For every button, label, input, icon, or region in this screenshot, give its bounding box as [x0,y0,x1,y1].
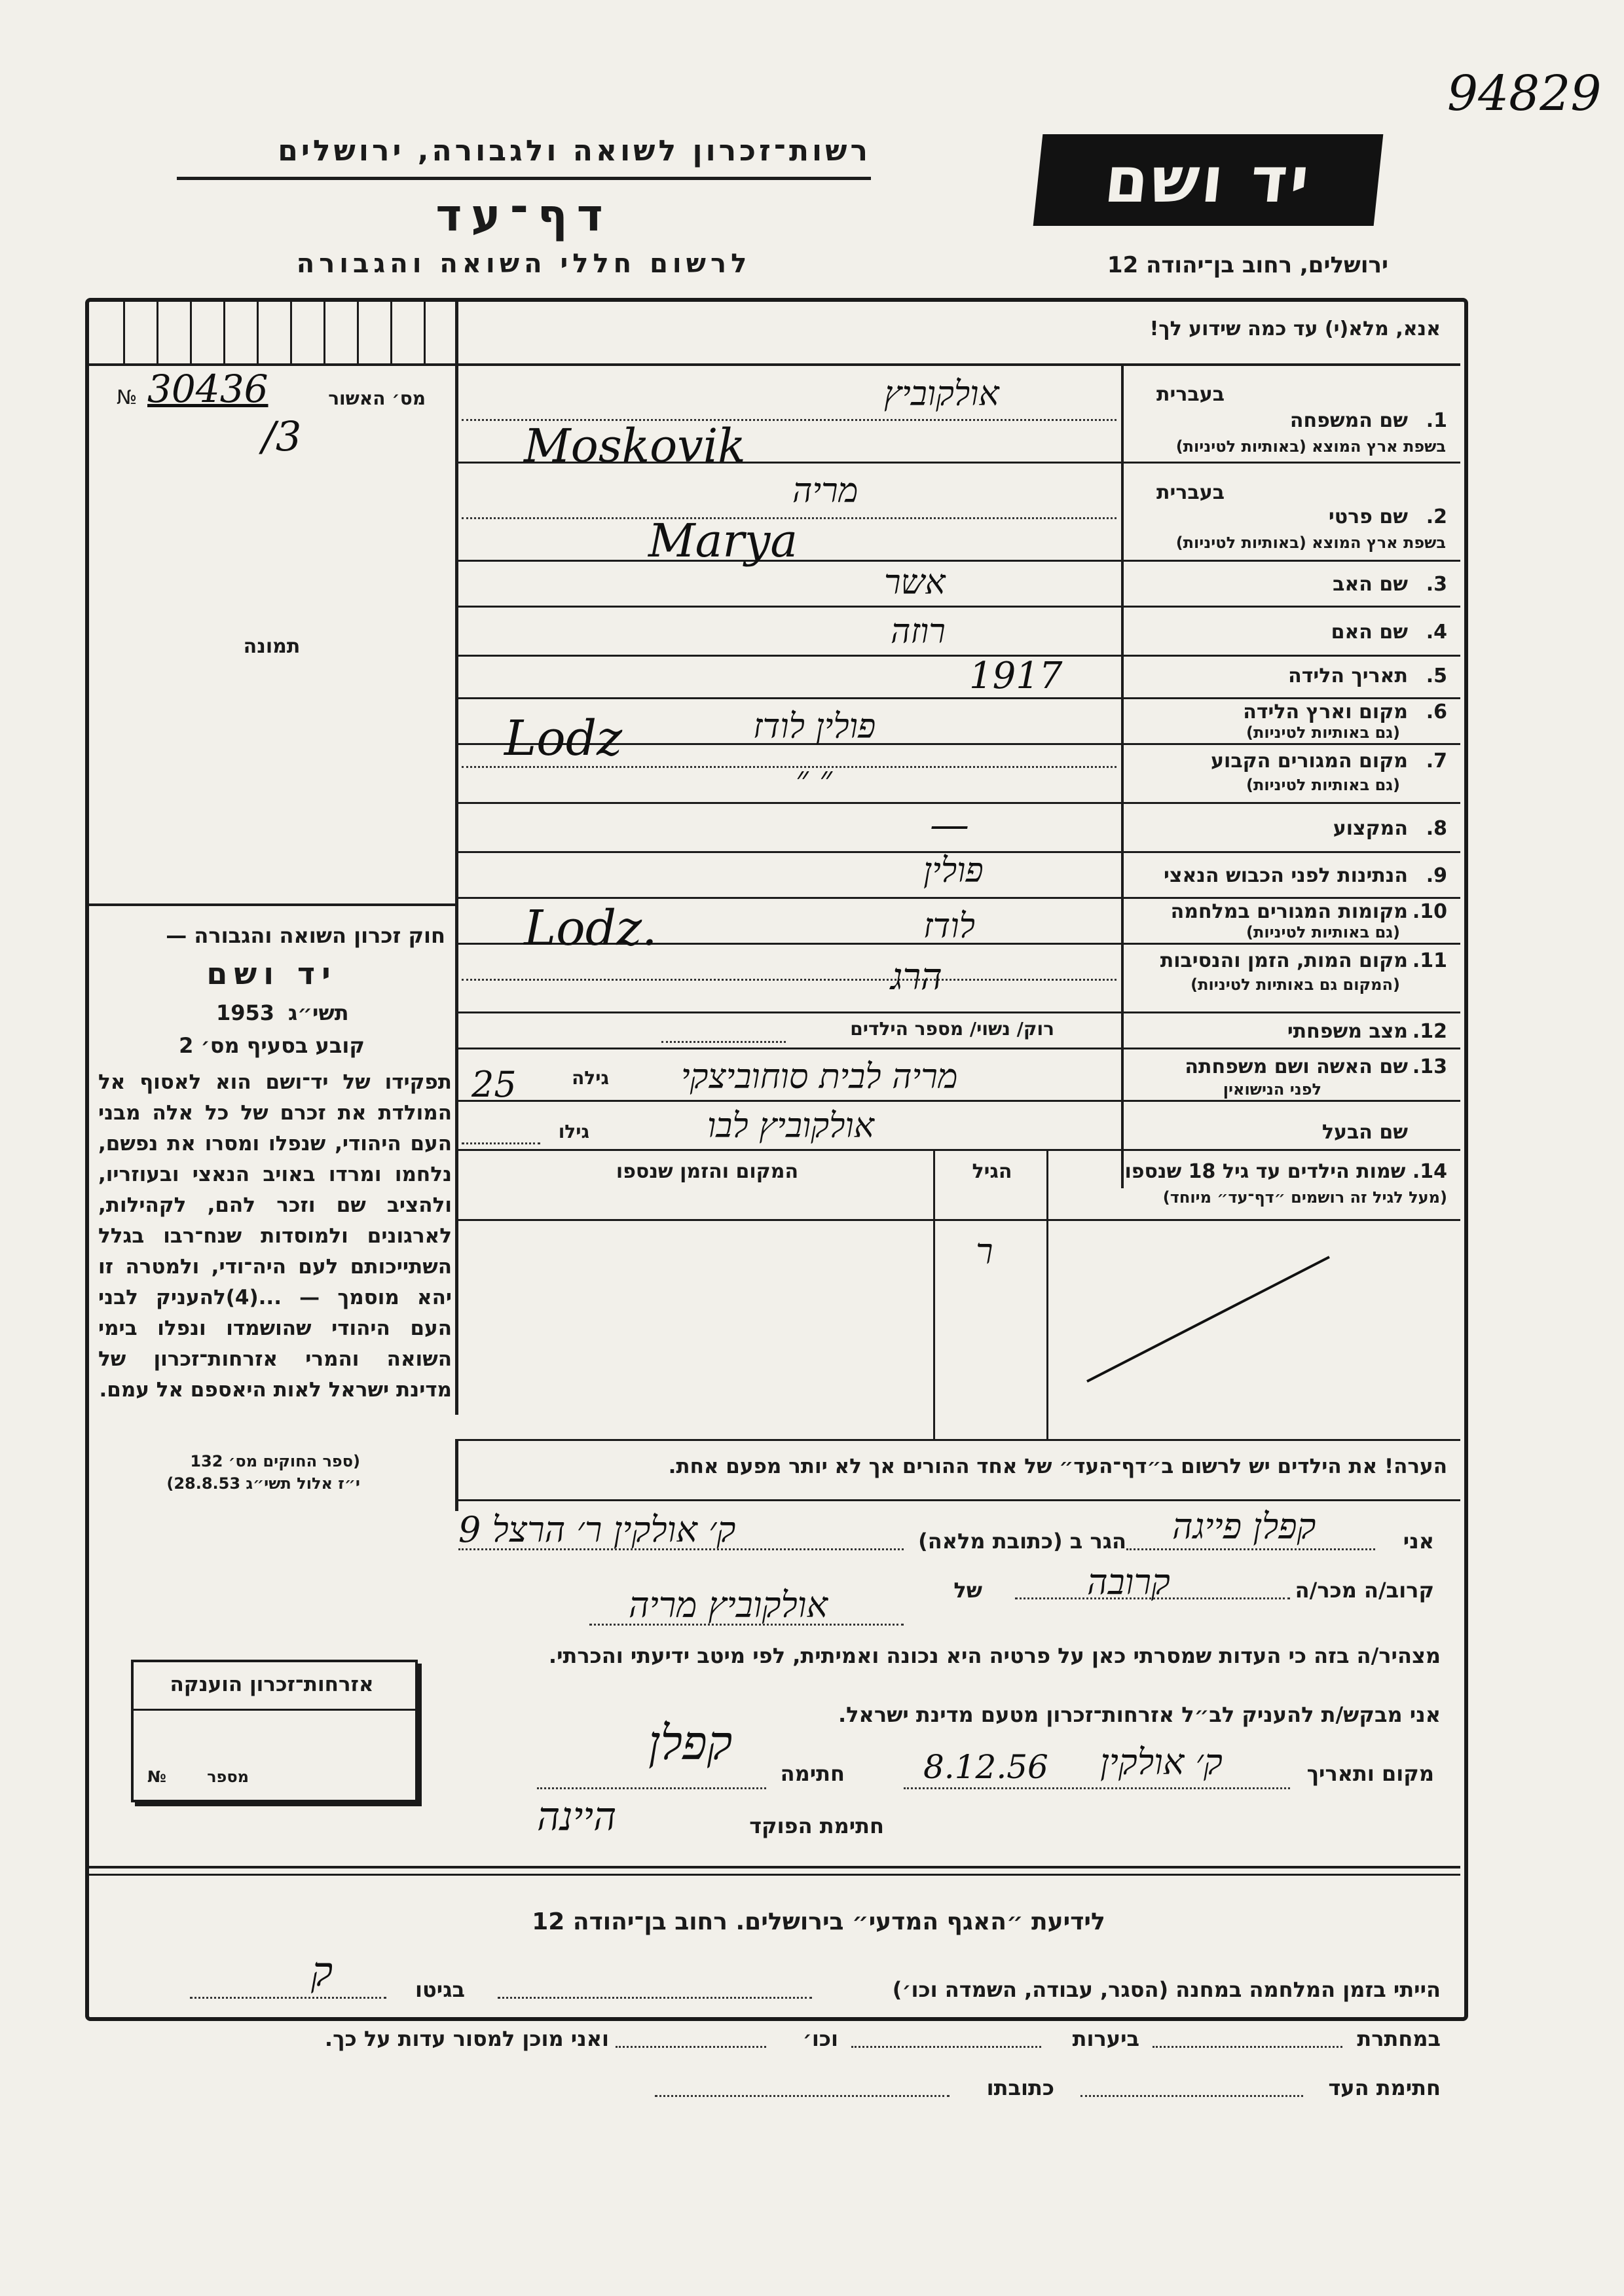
decl-signature-value: קפלן [648,1715,733,1770]
decl-line2-name: אולקוביץ מריה [629,1584,828,1626]
header-address: ירושלים, רחוב בן־יהודה 12 [1107,252,1388,278]
law-date: י״ז אלול תשי״ג 28.8.53) [166,1474,360,1493]
photo-label: תמונה [243,635,301,658]
field-12-label: מצב משפחתי [1287,1020,1408,1043]
law-year-he: תשי״ג [288,1000,349,1025]
field-4-number: 4. [1426,621,1447,644]
decl-line2-value: קרובה [1087,1561,1170,1603]
field-13-age: 25 [471,1064,517,1105]
archive-number: 94829 [1447,65,1602,122]
decl-line1-value: קפלן פייגה [1172,1506,1316,1547]
field-6-value-hebrew: פולין לודז [753,707,876,746]
decl-line1-mid: הגר ב (כתובת מלאה) [918,1529,1126,1554]
field-3-number: 3. [1426,573,1447,596]
field-column-divider [1121,363,1124,1149]
field-9-value: פולין [923,851,984,890]
field-10-value-hebrew: לודז [923,907,975,946]
decl-line1-prefix: אני [1403,1529,1434,1554]
registration-sub: /3 [262,412,302,460]
field-4-label: שם האם [1331,621,1408,644]
field-6-number: 6. [1426,701,1447,723]
field-7-sub: (גם באותיות לטיניות) [1246,776,1400,794]
law-heading: חוק זכרון השואה והגבורה — [166,923,445,948]
law-text: תפקידו של יד־ושם הוא לאסוף אל המולדת את זכרם של כל אלה מבני העם היהודי, שנפלו ומסרו את נפשם, נלחמו ומרדו באויב הנאצי ובעוזריו, ולהציב שם וזכר להם, לקהילות, לארגונים ולמוסדות שנח־רבו בגלל השתייכותם לעם היה־ודי, ולמטרה זו יהא מוסמך — ...(4)להעניק לבני העם היהודי שהושמדו ונפלו בימי השואה והמרי אזרחות־זכרון של מדינת ישראל לאות היאספם אל עמם. [98,1070,452,1402]
field-5-label: תאריך הלידה [1288,665,1408,687]
children-entry: ר [976,1231,993,1272]
field-8-label: המקצוע [1333,817,1408,840]
law-source: (ספר החוקים מס׳ 132 [190,1452,360,1470]
registration-number: 30436 [147,367,268,411]
field-1-sub: בשפת ארץ המוצא (באותיות לטיניות) [1175,437,1446,456]
field-6-value-latin: Lodz [504,710,623,767]
field-9-number: 9. [1426,864,1447,887]
field-1-value-latin: Moskovik [524,419,746,473]
yad-vashem-logo [1033,134,1384,226]
field-9-label: הנתינות לפני הכבוש הנאצי [1164,864,1408,887]
form-subtitle: לרשום חללי השואה והגבורה [296,249,752,279]
field-10-value-latin: Lodz. [524,900,657,957]
field-8-value: — [930,802,969,848]
left-column-divider [455,302,458,1415]
field-12-number: 12. [1412,1020,1447,1043]
decl-place-value: ק׳ אולקין [1100,1741,1223,1783]
decl-line2-prefix: קרוב/ה מכר/ה [1295,1578,1434,1603]
field-2-sub: בשפת ארץ המוצא (באותיות לטיניות) [1175,534,1446,552]
authority-title: רשות־זכרון לשואה ולגבורה, ירושלים [278,134,871,168]
field-11-sub: (המקום גם באותיות לטיניות) [1190,975,1400,994]
decl-place-date-label: מקום ותאריך [1306,1761,1434,1786]
field-4-value: רוזה [891,612,946,651]
field-11-value: הרג [891,956,942,998]
remark-text: הערה! את הילדים יש לרשום ב״דף־העד״ של אחד ההורים אך לא יותר מפעם אחת. [668,1455,1447,1478]
field-3-label: שם האב [1333,573,1408,596]
citizenship-no-sign: № [147,1768,166,1786]
field-11-number: 11. [1412,949,1447,972]
decl-officer-value: היינה [537,1794,617,1840]
decl-date-value: 8.12.56 [923,1748,1048,1786]
registration-no-sign: № [117,386,138,409]
field-1-number: 1. [1426,409,1447,432]
decl-officer-label: חתימת הפוקד [749,1813,884,1838]
children-sub: (מעל לגיל זה רושמים ״דף־עד״ מיוחד) [1162,1188,1447,1207]
children-strike-line [1048,1244,1388,1394]
field-10-sub: (גם באותיות לטיניות) [1246,923,1400,941]
header-rule [177,177,871,180]
field-8-number: 8. [1426,817,1447,840]
bottom-line1: הייתי בזמן המלחמה במחנה (הסגר, עבודה, השמדה וכו׳) [892,1977,1441,2002]
children-label: 14. שמות הילדים עד גיל 18 שנספו [1124,1160,1447,1183]
field-13-number: 13. [1412,1055,1447,1078]
husband-label: שם הבעל [1321,1121,1408,1144]
form-title: דף־עד [435,190,612,242]
field-2-label: שם פרטי [1328,505,1408,528]
registration-label: מס׳ האשור [328,388,426,409]
husband-age-label: גילו [558,1121,589,1142]
logo-text: יד ושם [1101,143,1316,217]
field-10-label: מקומות המגורים במלחמה [1170,900,1408,923]
decl-line2-of: של [953,1578,982,1603]
decl-request: אני מבקש/ת להעניק לב״ל אזרחות־זכרון מטעם מדינת ישראל. [838,1702,1441,1727]
decl-signature-label: חתימה [780,1761,845,1786]
bottom-ghetto-label: בגיטו [415,1977,465,2002]
intro-text: אנא, מלא(י) עד כמה שידוע לך! [1149,318,1441,340]
bottom-line3-b: כתובתו [986,2075,1054,2100]
field-1-value-hebrew: אולקוביץ [884,374,999,414]
children-col-age: הגיל [972,1160,1012,1183]
field-11-label: מקום המות, הזמן והנסיבות [1160,949,1408,972]
field-13-value: מריה לבית סוחוביצקי [681,1057,958,1097]
citizenship-title: אזרחות־זכרון הוענקה [170,1673,374,1696]
field-1-tag: בעברית [1156,383,1225,406]
field-2-value-hebrew: מריה [792,471,858,511]
field-2-tag: בעברית [1156,481,1225,504]
field-5-value: 1917 [969,655,1063,697]
field-7-value: ״ ״ [796,759,833,799]
law-year: 1953 [216,1000,275,1025]
registration-ticks [92,302,455,363]
field-7-number: 7. [1426,750,1447,773]
field-2-number: 2. [1426,505,1447,528]
field-2-value-latin: Marya [648,514,798,568]
bottom-line2-c: וכו׳ [802,2026,838,2051]
field-3-value: אשר [884,563,946,602]
field-5-number: 5. [1426,665,1447,687]
field-13-label: שם האשה ושם משפחתה [1185,1055,1408,1078]
field-1-label: שם המשפחה [1289,409,1408,432]
field-13-age-label: גילה [572,1067,609,1089]
law-clause: קובע בסעיף מס׳ 2 [179,1033,365,1058]
decl-line1-address: ק׳ אולקין ר׳ הרצל 9 [458,1509,736,1550]
field-6-label: מקום וארץ הלידה [1243,701,1408,723]
field-13-sub: לפני הנישואין [1223,1080,1321,1099]
bottom-ghetto-value: ק [311,1948,333,1995]
children-col-place: המקום והזמן שנספו [616,1160,799,1183]
bottom-line2-d: ואני מוכן למסור עדות על כך. [324,2026,609,2051]
field-7-label: מקום המגורים הקבוע [1211,750,1408,773]
field-6-sub: (גם באותיות לטיניות) [1246,723,1400,742]
husband-value: אולקוביץ לבו [707,1106,874,1146]
bottom-title: לידיעת ״האגף המדעי״ בירושלים. רחוב בן־יהודה 12 [532,1908,1105,1935]
bottom-line3-a: חתימת העד [1328,2075,1441,2100]
law-name: יד ושם [206,956,337,991]
bottom-line2-b: ביערות [1072,2026,1139,2051]
decl-statement: מצהיר/ה בזה כי העדות שמסרתי כאן על פרטיה היא נכונה ואמיתית, לפי מיטב ידיעתי והכרתי. [548,1643,1441,1668]
bottom-line2-a: במחתרת [1357,2026,1441,2051]
field-12-value: רוק/ נשוי/ מספר הילדים [850,1018,1054,1040]
citizenship-number-label: מספר [207,1768,249,1786]
field-10-number: 10. [1412,900,1447,923]
